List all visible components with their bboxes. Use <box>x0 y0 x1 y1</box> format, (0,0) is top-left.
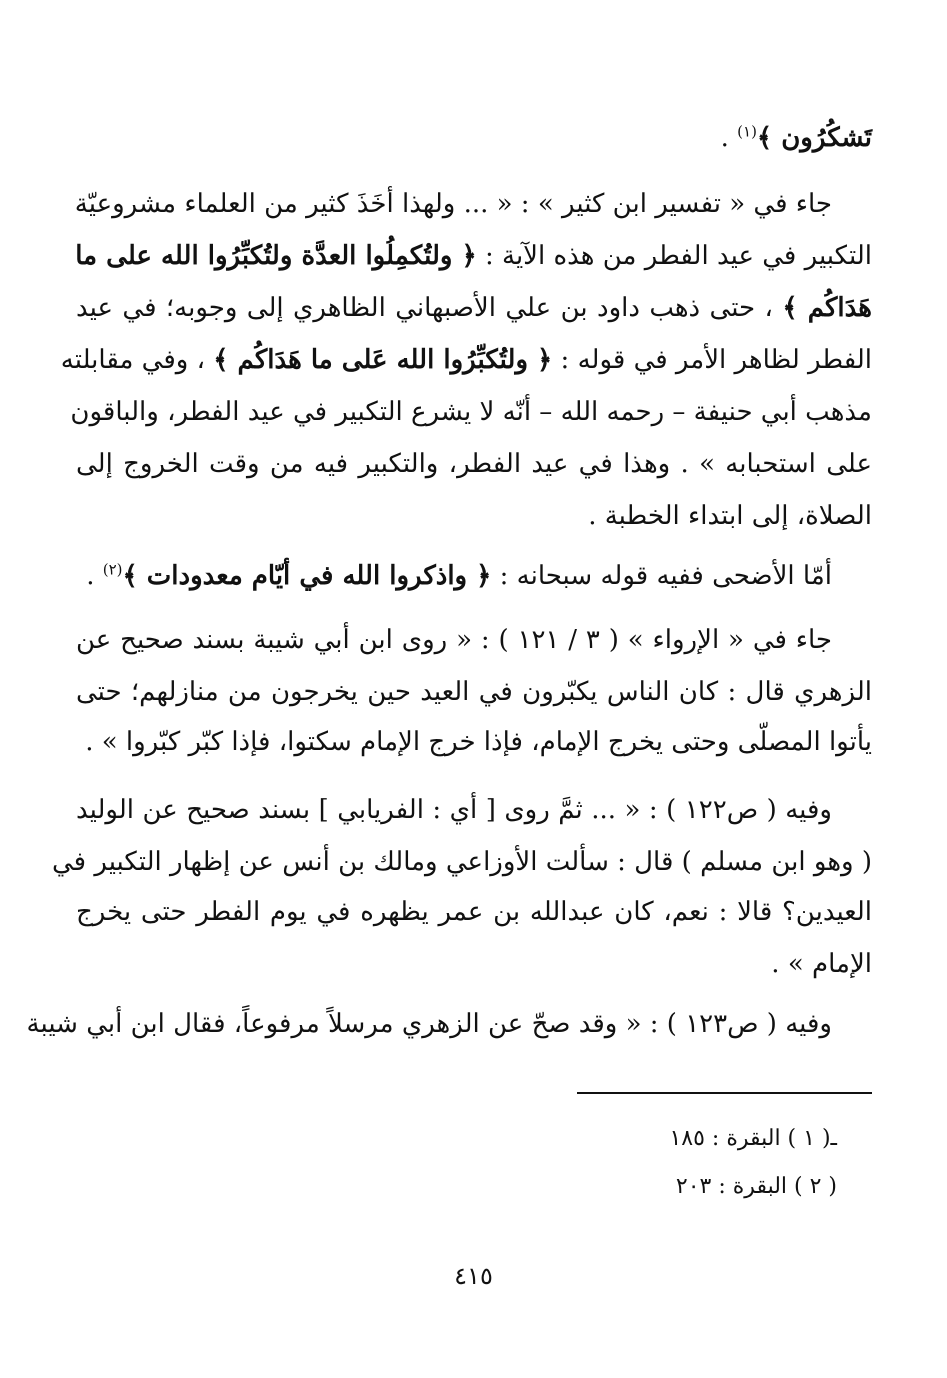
text-line-4: هَدَاكُم ﴾ ، حتى ذهب داود بن علي الأصبهاني الظاهري إلى وجوبه؛ في عيد <box>76 293 872 323</box>
text-line-17: وفيه ( ص١٢٣ ) : « وقد صحّ عن الزهري مرسلاً مرفوعاً، فقال ابن أبي شيبة <box>26 1009 832 1039</box>
footnote-2: ( ٢ ) البقرة : ٢٠٣ <box>675 1174 837 1199</box>
text-line-7: على استحبابه » . وهذا في عيد الفطر، والتكبير فيه من وقت الخروج إلى <box>76 449 872 479</box>
text-line-14: ( وهو ابن مسلم ) قال : سألت الأوزاعي ومالك بن أنس عن إظهار التكبير في <box>51 847 872 877</box>
text-line-2: جاء في « تفسير ابن كثير » : « ... ولهذا أخَذَ كثير من العلماء مشروعيّة <box>74 189 832 219</box>
text-line-11: الزهري قال : كان الناس يكبّرون في العيد حين يخرجون من منازلهم؛ حتى <box>76 677 872 707</box>
text-line-5: الفطر لظاهر الأمر في قوله : ﴿ ولتُكبِّرُوا الله عَلى ما هَدَاكُم ﴾ ، وفي مقابلته <box>60 345 872 375</box>
text-line-15: العيدين؟ قالا : نعم، كان عبدالله بن عمر يظهره في يوم الفطر حتى يخرج <box>76 897 872 927</box>
page-number: ٤١٥ <box>454 1262 493 1290</box>
footnote-divider <box>577 1092 872 1094</box>
text-line-10: جاء في « الإرواء » ( ٣ / ١٢١ ) : « روى ابن أبي شيبة بسند صحيح عن <box>76 625 833 655</box>
text-line-8: الصلاة، إلى ابتداء الخطبة . <box>588 501 872 531</box>
text-line-16: الإمام » . <box>771 949 872 979</box>
text-line-3: التكبير في عيد الفطر من هذه الآية : ﴿ ولتُكمِلُوا العدَّة ولتُكبِّرُوا الله على ما <box>75 241 872 271</box>
text-line-1: تَشكُرُون ﴾$^{(١)}$ . <box>720 122 872 153</box>
text-line-13: وفيه ( ص١٢٢ ) : « ... ثمَّ روى [ أي : الفريابي ] بسند صحيح عن الوليد <box>76 795 832 825</box>
text-line-6: مذهب أبي حنيفة – رحمه الله – أنّه لا يشرع التكبير في عيد الفطر، والباقون <box>70 397 872 427</box>
footnote-1: ـ( ١ ) البقرة : ١٨٥ <box>669 1126 837 1151</box>
text-line-12: يأتوا المصلّى وحتى يخرج الإمام، فإذا خرج الإمام سكتوا، فإذا كبّر كبّروا » . <box>85 727 872 757</box>
text-line-9: أمّا الأضحى ففيه قوله سبحانه : ﴿ واذكروا الله في أيّام معدودات ﴾$^{(٢)}$ . <box>86 560 832 591</box>
